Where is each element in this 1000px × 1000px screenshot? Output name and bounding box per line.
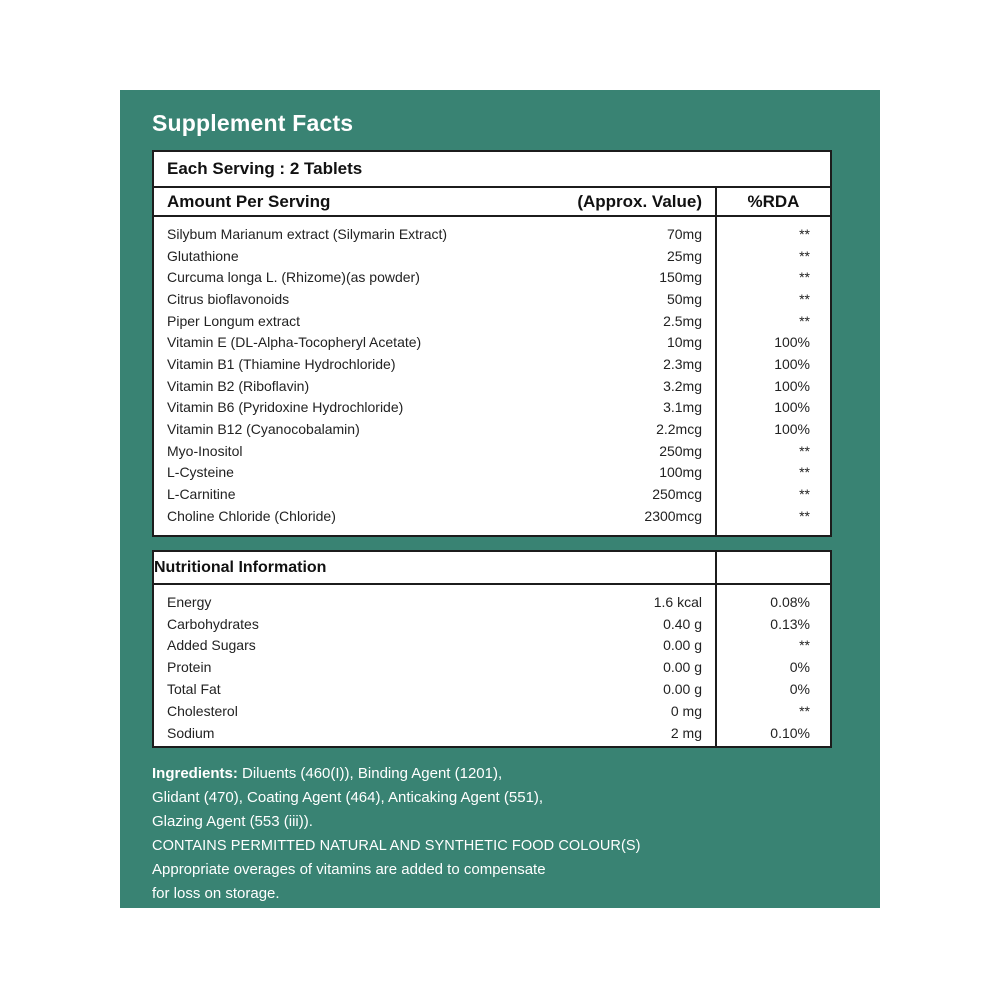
nutrient-amount: 0 mg <box>670 702 702 719</box>
ingredient-amount: 2.3mg <box>663 355 702 372</box>
ingredients-paragraph <box>152 762 792 834</box>
nutrient-name: Energy <box>167 593 212 610</box>
contains-statement: CONTAINS PERMITTED NATURAL AND SYNTHETIC FOOD COLOUR(S) <box>152 838 641 854</box>
nutrition-table-body <box>154 585 830 744</box>
serving-text: Each Serving : 2 Tablets <box>167 159 363 178</box>
ingredient-name: Piper Longum extract <box>167 312 301 329</box>
header-nutritional-information: Nutritional Information <box>154 558 327 576</box>
ingredient-amount: 70mg <box>666 225 702 242</box>
ingredient-rda: 100% <box>774 377 810 394</box>
ingredient-rda: ** <box>799 269 810 286</box>
ingredients-label: Ingredients: <box>152 765 238 782</box>
ingredient-amount: 50mg <box>666 290 702 307</box>
nutrient-name: Protein <box>167 659 212 676</box>
nutrient-name: Total Fat <box>167 681 221 698</box>
ingredients-line-1: Diluents (460(I)), Binding Agent (1201), <box>242 765 503 782</box>
nutrient-name: Added Sugars <box>167 637 256 654</box>
ingredient-name: Vitamin B12 (Cyanocobalamin) <box>167 421 360 438</box>
nutrition-table-header <box>154 552 830 585</box>
table-row <box>154 397 830 419</box>
ingredient-amount: 2.5mg <box>663 312 702 329</box>
table-row <box>154 678 830 700</box>
ingredient-rda: ** <box>799 486 810 503</box>
supplement-label-panel <box>120 90 880 908</box>
ingredient-rda: ** <box>799 247 810 264</box>
label-title: Supplement Facts <box>152 110 354 136</box>
ingredient-rda: 100% <box>774 421 810 438</box>
ingredient-name: L-Cysteine <box>167 464 234 481</box>
nutrient-name: Cholesterol <box>167 702 238 719</box>
nutrient-amount: 0.40 g <box>663 615 702 632</box>
ingredient-name: Silybum Marianum extract (Silymarin Extract) <box>167 225 448 242</box>
ingredient-amount: 2300mcg <box>644 507 702 524</box>
supplement-table-header <box>154 188 830 217</box>
ingredient-name: Vitamin B6 (Pyridoxine Hydrochloride) <box>167 399 404 416</box>
ingredient-rda: ** <box>799 312 810 329</box>
ingredient-name: Choline Chloride (Chloride) <box>167 507 336 524</box>
table-row <box>154 288 830 310</box>
header-approx-value: (Approx. Value) <box>577 191 702 211</box>
ingredient-rda: 100% <box>774 334 810 351</box>
table-row <box>154 722 830 744</box>
table-row <box>154 591 830 613</box>
ingredient-amount: 10mg <box>666 334 702 351</box>
table-row <box>154 353 830 375</box>
supplement-facts-table <box>152 186 832 537</box>
table-row <box>154 418 830 440</box>
ingredient-amount: 250mg <box>659 442 702 459</box>
ingredient-rda: ** <box>799 290 810 307</box>
ingredient-rda: ** <box>799 507 810 524</box>
nutrient-name: Sodium <box>167 724 215 741</box>
ingredient-rda: ** <box>799 225 810 242</box>
ingredient-rda: ** <box>799 464 810 481</box>
table-row <box>154 462 830 484</box>
ingredient-rda: 100% <box>774 355 810 372</box>
header-rda: %RDA <box>747 191 800 211</box>
nutrient-amount: 0.00 g <box>663 637 702 654</box>
nutrient-amount: 1.6 kcal <box>653 593 702 610</box>
ingredient-amount: 3.2mg <box>663 377 702 394</box>
ingredient-rda: ** <box>799 442 810 459</box>
nutrient-amount: 2 mg <box>670 724 702 741</box>
ingredient-amount: 2.2mcg <box>656 421 702 438</box>
nutrient-amount: 0.00 g <box>663 681 702 698</box>
ingredient-amount: 25mg <box>666 247 702 264</box>
ingredient-name: Vitamin E (DL-Alpha-Tocopheryl Acetate) <box>167 334 422 351</box>
ingredient-name: Citrus bioflavonoids <box>167 290 290 307</box>
table-row <box>154 331 830 353</box>
ingredient-amount: 250mcg <box>652 486 702 503</box>
supplement-table-body <box>154 217 830 527</box>
header-amount-per-serving: Amount Per Serving <box>167 191 331 211</box>
nutrient-rda: 0% <box>789 681 810 698</box>
table-row <box>154 266 830 288</box>
table-row <box>154 635 830 657</box>
nutritional-information-table <box>152 550 832 748</box>
overage-statement <box>152 858 792 906</box>
table-row <box>154 440 830 462</box>
overage-line-2: for loss on storage. <box>152 885 280 902</box>
ingredient-name: Curcuma longa L. (Rhizome)(as powder) <box>167 269 420 286</box>
nutrient-rda: 0.13% <box>770 615 810 632</box>
ingredient-name: Myo-Inositol <box>167 442 243 459</box>
nutrient-rda: ** <box>799 702 810 719</box>
ingredients-line-3: Glazing Agent (553 (iii)). <box>152 813 313 830</box>
nutrient-amount: 0.00 g <box>663 659 702 676</box>
nutrient-name: Carbohydrates <box>167 615 259 632</box>
serving-box <box>152 150 832 188</box>
table-row <box>154 245 830 267</box>
ingredient-amount: 150mg <box>659 269 702 286</box>
ingredient-name: Vitamin B1 (Thiamine Hydrochloride) <box>167 355 396 372</box>
table-row <box>154 613 830 635</box>
ingredient-name: Glutathione <box>167 247 239 264</box>
ingredient-name: Vitamin B2 (Riboflavin) <box>167 377 310 394</box>
nutrient-rda: 0.08% <box>770 593 810 610</box>
table-row <box>154 223 830 245</box>
table-row <box>154 483 830 505</box>
table-row <box>154 375 830 397</box>
nutrient-rda: ** <box>799 637 810 654</box>
footer-text <box>152 762 792 906</box>
overage-line-1: Appropriate overages of vitamins are added to compensate <box>152 861 546 878</box>
nutrient-rda: 0.10% <box>770 724 810 741</box>
nutrient-rda: 0% <box>789 659 810 676</box>
ingredient-rda: 100% <box>774 399 810 416</box>
column-divider <box>715 186 717 537</box>
ingredient-amount: 100mg <box>659 464 702 481</box>
table-row <box>154 700 830 722</box>
table-row <box>154 310 830 332</box>
ingredients-line-2: Glidant (470), Coating Agent (464), Anticaking Agent (551), <box>152 789 544 806</box>
table-row <box>154 656 830 678</box>
ingredient-name: L-Carnitine <box>167 486 236 503</box>
column-divider <box>715 550 717 748</box>
ingredient-amount: 3.1mg <box>663 399 702 416</box>
table-row <box>154 505 830 527</box>
